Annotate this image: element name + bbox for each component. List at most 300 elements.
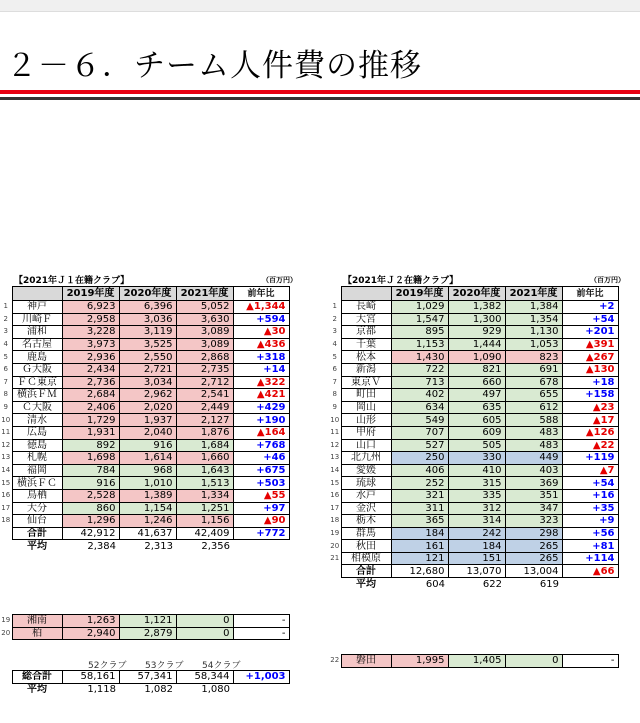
row-number: 19 (1, 616, 11, 625)
diff-value: ▲1,344 (233, 301, 289, 314)
table-row (329, 338, 618, 351)
j1-col-2019: 2019年度 (62, 287, 119, 301)
team-name: 広島 (12, 426, 62, 439)
table-row (0, 389, 289, 402)
value-2019: 2,940 (62, 627, 119, 640)
team-name: 水戸 (341, 489, 391, 502)
team-name: 琉球 (341, 477, 391, 490)
table-row (329, 540, 618, 553)
row-number: 11 (330, 428, 340, 437)
value-2020: 2,550 (119, 351, 176, 364)
diff-value: +503 (233, 477, 289, 490)
clubs-label-2019: 52クラブ (88, 661, 127, 671)
team-name: 清水 (12, 414, 62, 427)
value-2021: 265 (505, 540, 562, 553)
table-row (0, 401, 289, 414)
value-2019: 527 (391, 439, 448, 452)
table-row (329, 426, 618, 439)
j1-total-2019: 42,912 (62, 527, 119, 540)
table-row (329, 655, 618, 668)
row-number: 20 (330, 541, 340, 550)
team-name: 長崎 (341, 301, 391, 314)
value-2020: 2,040 (119, 426, 176, 439)
diff-value: +429 (233, 401, 289, 414)
value-2019: 707 (391, 426, 448, 439)
row-number: 15 (1, 478, 11, 487)
value-2019: 402 (391, 389, 448, 402)
j1-total-diff: +772 (233, 527, 289, 540)
value-2020: 330 (448, 452, 505, 465)
team-name: 千葉 (341, 338, 391, 351)
row-number: 17 (1, 503, 11, 512)
row-number: 12 (330, 440, 340, 449)
table-row (329, 464, 618, 477)
diff-value: +54 (562, 477, 618, 490)
row-number: 16 (1, 491, 11, 500)
j2-section-title: 【2021年Ｊ２在籍クラブ】 (343, 276, 459, 286)
row-number: 2 (332, 314, 337, 323)
value-2021: 3,089 (176, 338, 233, 351)
diff-value: +158 (562, 389, 618, 402)
team-name: 大分 (12, 502, 62, 515)
value-2021: 2,127 (176, 414, 233, 427)
value-2021: 655 (505, 389, 562, 402)
value-2020: 1,246 (119, 515, 176, 528)
team-name: 鳥栖 (12, 489, 62, 502)
team-name: 愛媛 (341, 464, 391, 477)
row-number: 14 (1, 466, 11, 475)
row-number: 14 (330, 466, 340, 475)
grand-total-label: 総合計 (12, 671, 62, 684)
value-2021: 2,712 (176, 376, 233, 389)
diff-value: ▲7 (562, 464, 618, 477)
team-name: 山口 (341, 439, 391, 452)
diff-value: +2 (562, 301, 618, 314)
team-name: 湘南 (12, 615, 62, 628)
team-name: 甲府 (341, 426, 391, 439)
row-number: 4 (3, 340, 8, 349)
value-2019: 3,228 (62, 326, 119, 339)
table-row (329, 313, 618, 326)
team-name: 栃木 (341, 515, 391, 528)
diff-value: +768 (233, 439, 289, 452)
table-row (329, 477, 618, 490)
team-name: ＦＣ東京 (12, 376, 62, 389)
value-2020: 1,405 (448, 655, 505, 668)
table-row (0, 301, 289, 314)
value-2020: 609 (448, 426, 505, 439)
row-number: 5 (332, 352, 337, 361)
j2-average-row (329, 578, 618, 591)
table-row (329, 351, 618, 364)
value-2021: 1,384 (505, 301, 562, 314)
value-2021: 1,876 (176, 426, 233, 439)
value-2019: 2,936 (62, 351, 119, 364)
diff-value: ▲421 (233, 389, 289, 402)
row-number: 15 (330, 478, 340, 487)
value-2021: 369 (505, 477, 562, 490)
j2-total-diff: ▲66 (562, 565, 618, 578)
value-2021: 0 (505, 655, 562, 668)
table-row (329, 502, 618, 515)
value-2020: 3,525 (119, 338, 176, 351)
row-number: 1 (332, 302, 337, 311)
diff-value: +201 (562, 326, 618, 339)
value-2019: 2,528 (62, 489, 119, 502)
row-number: 10 (330, 415, 340, 424)
value-2021: 3,089 (176, 326, 233, 339)
table-row (0, 515, 289, 528)
value-2020: 1,937 (119, 414, 176, 427)
value-2019: 916 (62, 477, 119, 490)
j1-section-title: 【2021年Ｊ１在籍クラブ】 (14, 276, 130, 286)
table-row (329, 515, 618, 528)
j2-col-2021: 2021年度 (505, 287, 562, 301)
row-number: 10 (1, 415, 11, 424)
diff-value: - (562, 655, 618, 668)
value-2021: 823 (505, 351, 562, 364)
j1-total-label: 合計 (12, 527, 62, 540)
team-name: 横浜ＦＭ (12, 389, 62, 402)
value-2021: 1,643 (176, 464, 233, 477)
value-2020: 3,119 (119, 326, 176, 339)
value-2020: 184 (448, 540, 505, 553)
j2-total-row (329, 565, 618, 578)
team-name: 北九州 (341, 452, 391, 465)
table-row (0, 351, 289, 364)
grand-total-2020: 57,341 (119, 671, 176, 684)
value-2019: 1,729 (62, 414, 119, 427)
row-number: 8 (3, 390, 8, 399)
grand-average-2020: 1,082 (144, 684, 173, 696)
row-number: 4 (332, 340, 337, 349)
j1-header-row (0, 287, 289, 301)
j2-total-2020: 13,070 (448, 565, 505, 578)
value-2021: 0 (176, 615, 233, 628)
value-2021: 2,868 (176, 351, 233, 364)
value-2020: 312 (448, 502, 505, 515)
value-2020: 3,036 (119, 313, 176, 326)
team-name: 町田 (341, 389, 391, 402)
j2-average-2020: 622 (482, 578, 502, 590)
value-2020: 3,034 (119, 376, 176, 389)
team-name: 名古屋 (12, 338, 62, 351)
table-row (329, 527, 618, 540)
grand-total-2019: 58,161 (62, 671, 119, 684)
j1-col-2020: 2020年度 (119, 287, 176, 301)
value-2019: 252 (391, 477, 448, 490)
j2-extra-table (329, 654, 619, 668)
j2-unit-label: （百万円） (590, 276, 625, 284)
row-number-blank (0, 540, 12, 553)
value-2020: 2,879 (119, 627, 176, 640)
value-2020: 2,962 (119, 389, 176, 402)
value-2021: 298 (505, 527, 562, 540)
table-row (329, 452, 618, 465)
value-2021: 483 (505, 439, 562, 452)
value-2020: 505 (448, 439, 505, 452)
j1-average-2019: 2,384 (87, 540, 116, 552)
value-2021: 1,251 (176, 502, 233, 515)
diff-value: ▲436 (233, 338, 289, 351)
row-number: 7 (3, 377, 8, 386)
diff-value: +54 (562, 313, 618, 326)
diff-value: - (233, 627, 289, 640)
diff-value: ▲267 (562, 351, 618, 364)
row-number: 9 (332, 403, 337, 412)
value-2020: 1,090 (448, 351, 505, 364)
grand-total-diff: +1,003 (233, 671, 289, 684)
table-row (0, 326, 289, 339)
team-name: 神戸 (12, 301, 62, 314)
row-number: 2 (3, 314, 8, 323)
row-number: 18 (1, 516, 11, 525)
row-number: 13 (330, 453, 340, 462)
table-row (0, 502, 289, 515)
row-number: 22 (330, 656, 340, 665)
value-2021: 1,156 (176, 515, 233, 528)
row-number-blank (329, 578, 341, 591)
j2-average-2019: 604 (425, 578, 445, 590)
row-number: 17 (330, 503, 340, 512)
value-2019: 2,958 (62, 313, 119, 326)
top-strip (0, 0, 640, 12)
value-2021: 678 (505, 376, 562, 389)
team-name: 鹿島 (12, 351, 62, 364)
row-number: 13 (1, 453, 11, 462)
j1-col-diff: 前年比 (233, 287, 289, 301)
table-row (329, 389, 618, 402)
value-2021: 691 (505, 363, 562, 376)
value-2020: 635 (448, 401, 505, 414)
value-2020: 968 (119, 464, 176, 477)
j2-table (329, 286, 619, 590)
table-row (0, 414, 289, 427)
team-name: 磐田 (341, 655, 391, 668)
value-2019: 365 (391, 515, 448, 528)
diff-value: +9 (562, 515, 618, 528)
value-2019: 2,434 (62, 363, 119, 376)
value-2021: 347 (505, 502, 562, 515)
value-2021: 1,513 (176, 477, 233, 490)
table-row (0, 452, 289, 465)
value-2020: 497 (448, 389, 505, 402)
j1-total-2020: 41,637 (119, 527, 176, 540)
average-diff-blank (562, 578, 618, 591)
value-2021: 351 (505, 489, 562, 502)
value-2021: 588 (505, 414, 562, 427)
diff-value: ▲22 (562, 439, 618, 452)
title-underline-dark (0, 97, 640, 100)
table-row (329, 363, 618, 376)
diff-value: ▲55 (233, 489, 289, 502)
value-2020: 1,382 (448, 301, 505, 314)
value-2020: 314 (448, 515, 505, 528)
row-number: 12 (1, 440, 11, 449)
value-2021: 3,630 (176, 313, 233, 326)
table-row (0, 426, 289, 439)
j1-total-2021: 42,409 (176, 527, 233, 540)
table-row (329, 414, 618, 427)
table-row (329, 401, 618, 414)
value-2021: 1,130 (505, 326, 562, 339)
value-2021: 1,684 (176, 439, 233, 452)
value-2019: 1,153 (391, 338, 448, 351)
diff-value: +18 (562, 376, 618, 389)
diff-value: +14 (233, 363, 289, 376)
diff-value: - (233, 615, 289, 628)
team-name: 岡山 (341, 401, 391, 414)
diff-value: +16 (562, 489, 618, 502)
value-2020: 151 (448, 552, 505, 565)
value-2020: 929 (448, 326, 505, 339)
row-number-blank (0, 527, 12, 540)
table-row (329, 326, 618, 339)
table-row (0, 477, 289, 490)
row-number: 6 (3, 365, 8, 374)
j2-average-2021: 619 (539, 578, 559, 590)
value-2021: 323 (505, 515, 562, 528)
value-2020: 2,020 (119, 401, 176, 414)
diff-value: ▲23 (562, 401, 618, 414)
value-2020: 1,300 (448, 313, 505, 326)
grand-total-table (0, 670, 290, 696)
diff-value: ▲391 (562, 338, 618, 351)
value-2021: 5,052 (176, 301, 233, 314)
team-name: 柏 (12, 627, 62, 640)
value-2019: 784 (62, 464, 119, 477)
row-number: 1 (3, 302, 8, 311)
value-2019: 895 (391, 326, 448, 339)
j2-header-row (329, 287, 618, 301)
value-2019: 6,923 (62, 301, 119, 314)
value-2019: 1,931 (62, 426, 119, 439)
grand-average-2019: 1,118 (87, 684, 116, 696)
row-number: 16 (330, 491, 340, 500)
row-number: 19 (330, 528, 340, 537)
row-number: 8 (332, 390, 337, 399)
value-2021: 1,354 (505, 313, 562, 326)
j2-total-label: 合計 (341, 565, 391, 578)
value-2020: 335 (448, 489, 505, 502)
clubs-label-2021: 54クラブ (202, 661, 241, 671)
diff-value: +56 (562, 527, 618, 540)
value-2021: 449 (505, 452, 562, 465)
diff-value: +675 (233, 464, 289, 477)
table-row (0, 313, 289, 326)
j2-total-2021: 13,004 (505, 565, 562, 578)
row-number: 3 (332, 327, 337, 336)
value-2021: 265 (505, 552, 562, 565)
grand-average-row (0, 683, 289, 696)
row-number: 5 (3, 352, 8, 361)
row-number: 21 (330, 554, 340, 563)
row-number-blank (329, 565, 341, 578)
team-name: Ｇ大阪 (12, 363, 62, 376)
value-2021: 1,660 (176, 452, 233, 465)
team-name: 金沢 (341, 502, 391, 515)
value-2020: 605 (448, 414, 505, 427)
value-2020: 2,721 (119, 363, 176, 376)
grand-average-2021: 1,080 (201, 684, 230, 696)
clubs-label-2020: 53クラブ (145, 661, 184, 671)
table-row (329, 439, 618, 452)
grand-total-2021: 58,344 (176, 671, 233, 684)
value-2021: 1,334 (176, 489, 233, 502)
j2-col-diff: 前年比 (562, 287, 618, 301)
table-row (0, 439, 289, 452)
value-2019: 2,736 (62, 376, 119, 389)
value-2019: 1,995 (391, 655, 448, 668)
j2-col-2020: 2020年度 (448, 287, 505, 301)
value-2021: 2,449 (176, 401, 233, 414)
j2-col-2019: 2019年度 (391, 287, 448, 301)
row-number: 18 (330, 516, 340, 525)
team-name: 仙台 (12, 515, 62, 528)
value-2019: 121 (391, 552, 448, 565)
page-title: ２－６．チーム人件費の推移 (6, 48, 422, 84)
diff-value: +594 (233, 313, 289, 326)
value-2021: 612 (505, 401, 562, 414)
value-2019: 1,698 (62, 452, 119, 465)
grand-average-label: 平均 (27, 684, 47, 696)
table-row (0, 615, 289, 628)
j1-unit-label: （百万円） (262, 276, 297, 284)
j1-extra-table (0, 614, 290, 640)
value-2019: 1,547 (391, 313, 448, 326)
table-row (329, 376, 618, 389)
team-name: Ｃ大阪 (12, 401, 62, 414)
diff-value: +318 (233, 351, 289, 364)
j1-col-2021: 2021年度 (176, 287, 233, 301)
j1-table (0, 286, 290, 552)
table-row (329, 489, 618, 502)
team-name: 東京Ｖ (341, 376, 391, 389)
value-2020: 1,121 (119, 615, 176, 628)
average-diff-blank (233, 540, 289, 553)
value-2020: 1,389 (119, 489, 176, 502)
value-2019: 2,406 (62, 401, 119, 414)
value-2019: 634 (391, 401, 448, 414)
table-row (0, 363, 289, 376)
table-row (0, 627, 289, 640)
j2-total-2019: 12,680 (391, 565, 448, 578)
j1-average-row (0, 540, 289, 553)
diff-value: ▲17 (562, 414, 618, 427)
title-underline-red (0, 90, 640, 94)
value-2019: 1,296 (62, 515, 119, 528)
value-2020: 410 (448, 464, 505, 477)
row-number: 9 (3, 403, 8, 412)
j1-average-label: 平均 (27, 540, 47, 552)
team-name: 秋田 (341, 540, 391, 553)
diff-value: ▲164 (233, 426, 289, 439)
diff-value: +114 (562, 552, 618, 565)
value-2019: 1,263 (62, 615, 119, 628)
value-2021: 403 (505, 464, 562, 477)
value-2019: 722 (391, 363, 448, 376)
team-name: 新潟 (341, 363, 391, 376)
row-number: 3 (3, 327, 8, 336)
value-2020: 1,614 (119, 452, 176, 465)
value-2020: 242 (448, 527, 505, 540)
table-row (329, 552, 618, 565)
value-2019: 1,430 (391, 351, 448, 364)
value-2019: 549 (391, 414, 448, 427)
value-2020: 1,010 (119, 477, 176, 490)
value-2020: 315 (448, 477, 505, 490)
value-2021: 1,053 (505, 338, 562, 351)
